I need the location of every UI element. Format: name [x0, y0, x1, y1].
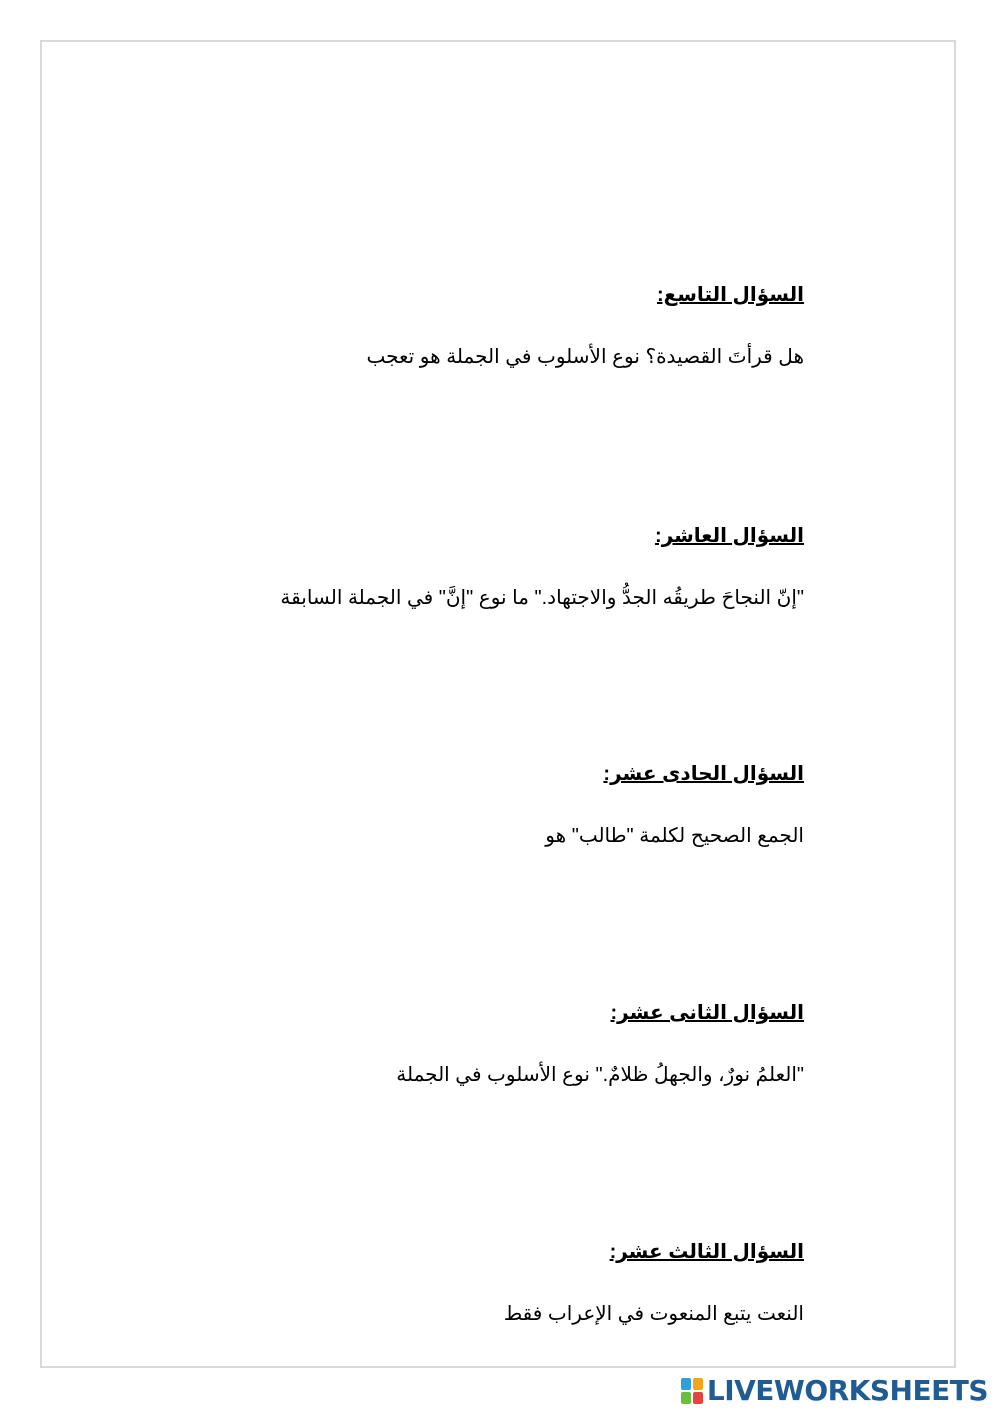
worksheet-page	[40, 40, 956, 1368]
question-13	[84, 1238, 804, 1328]
question-10	[84, 522, 804, 612]
liveworksheets-brand	[681, 1374, 988, 1408]
question-title: السؤال العاشر:	[655, 525, 804, 547]
question-text: الجمع الصحيح لكلمة "طالب" هو	[545, 825, 804, 847]
question-text: هل قرأتَ القصيدة؟ نوع الأسلوب في الجملة هو تعجب	[366, 346, 804, 368]
question-text: "إنّ النجاحَ طريقُه الجدُّ والاجتهاد." ما نوع "إنَّ" في الجملة السابقة	[280, 587, 804, 609]
question-12	[84, 999, 804, 1089]
liveworksheets-logo-icon	[681, 1378, 703, 1404]
question-title: السؤال الثانى عشر:	[610, 1002, 804, 1024]
question-text: "العلمُ نورٌ، والجهلُ ظلامٌ." نوع الأسلوب في الجملة	[396, 1064, 804, 1086]
brand-name: LIVEWORKSHEETS	[706, 1374, 988, 1407]
question-9	[84, 281, 804, 371]
question-11	[84, 760, 804, 850]
question-title: السؤال التاسع:	[656, 284, 804, 306]
question-text: النعت يتبع المنعوت في الإعراب فقط	[503, 1303, 804, 1325]
question-title: السؤال الحادى عشر:	[603, 763, 804, 785]
question-title: السؤال الثالث عشر:	[609, 1241, 804, 1263]
